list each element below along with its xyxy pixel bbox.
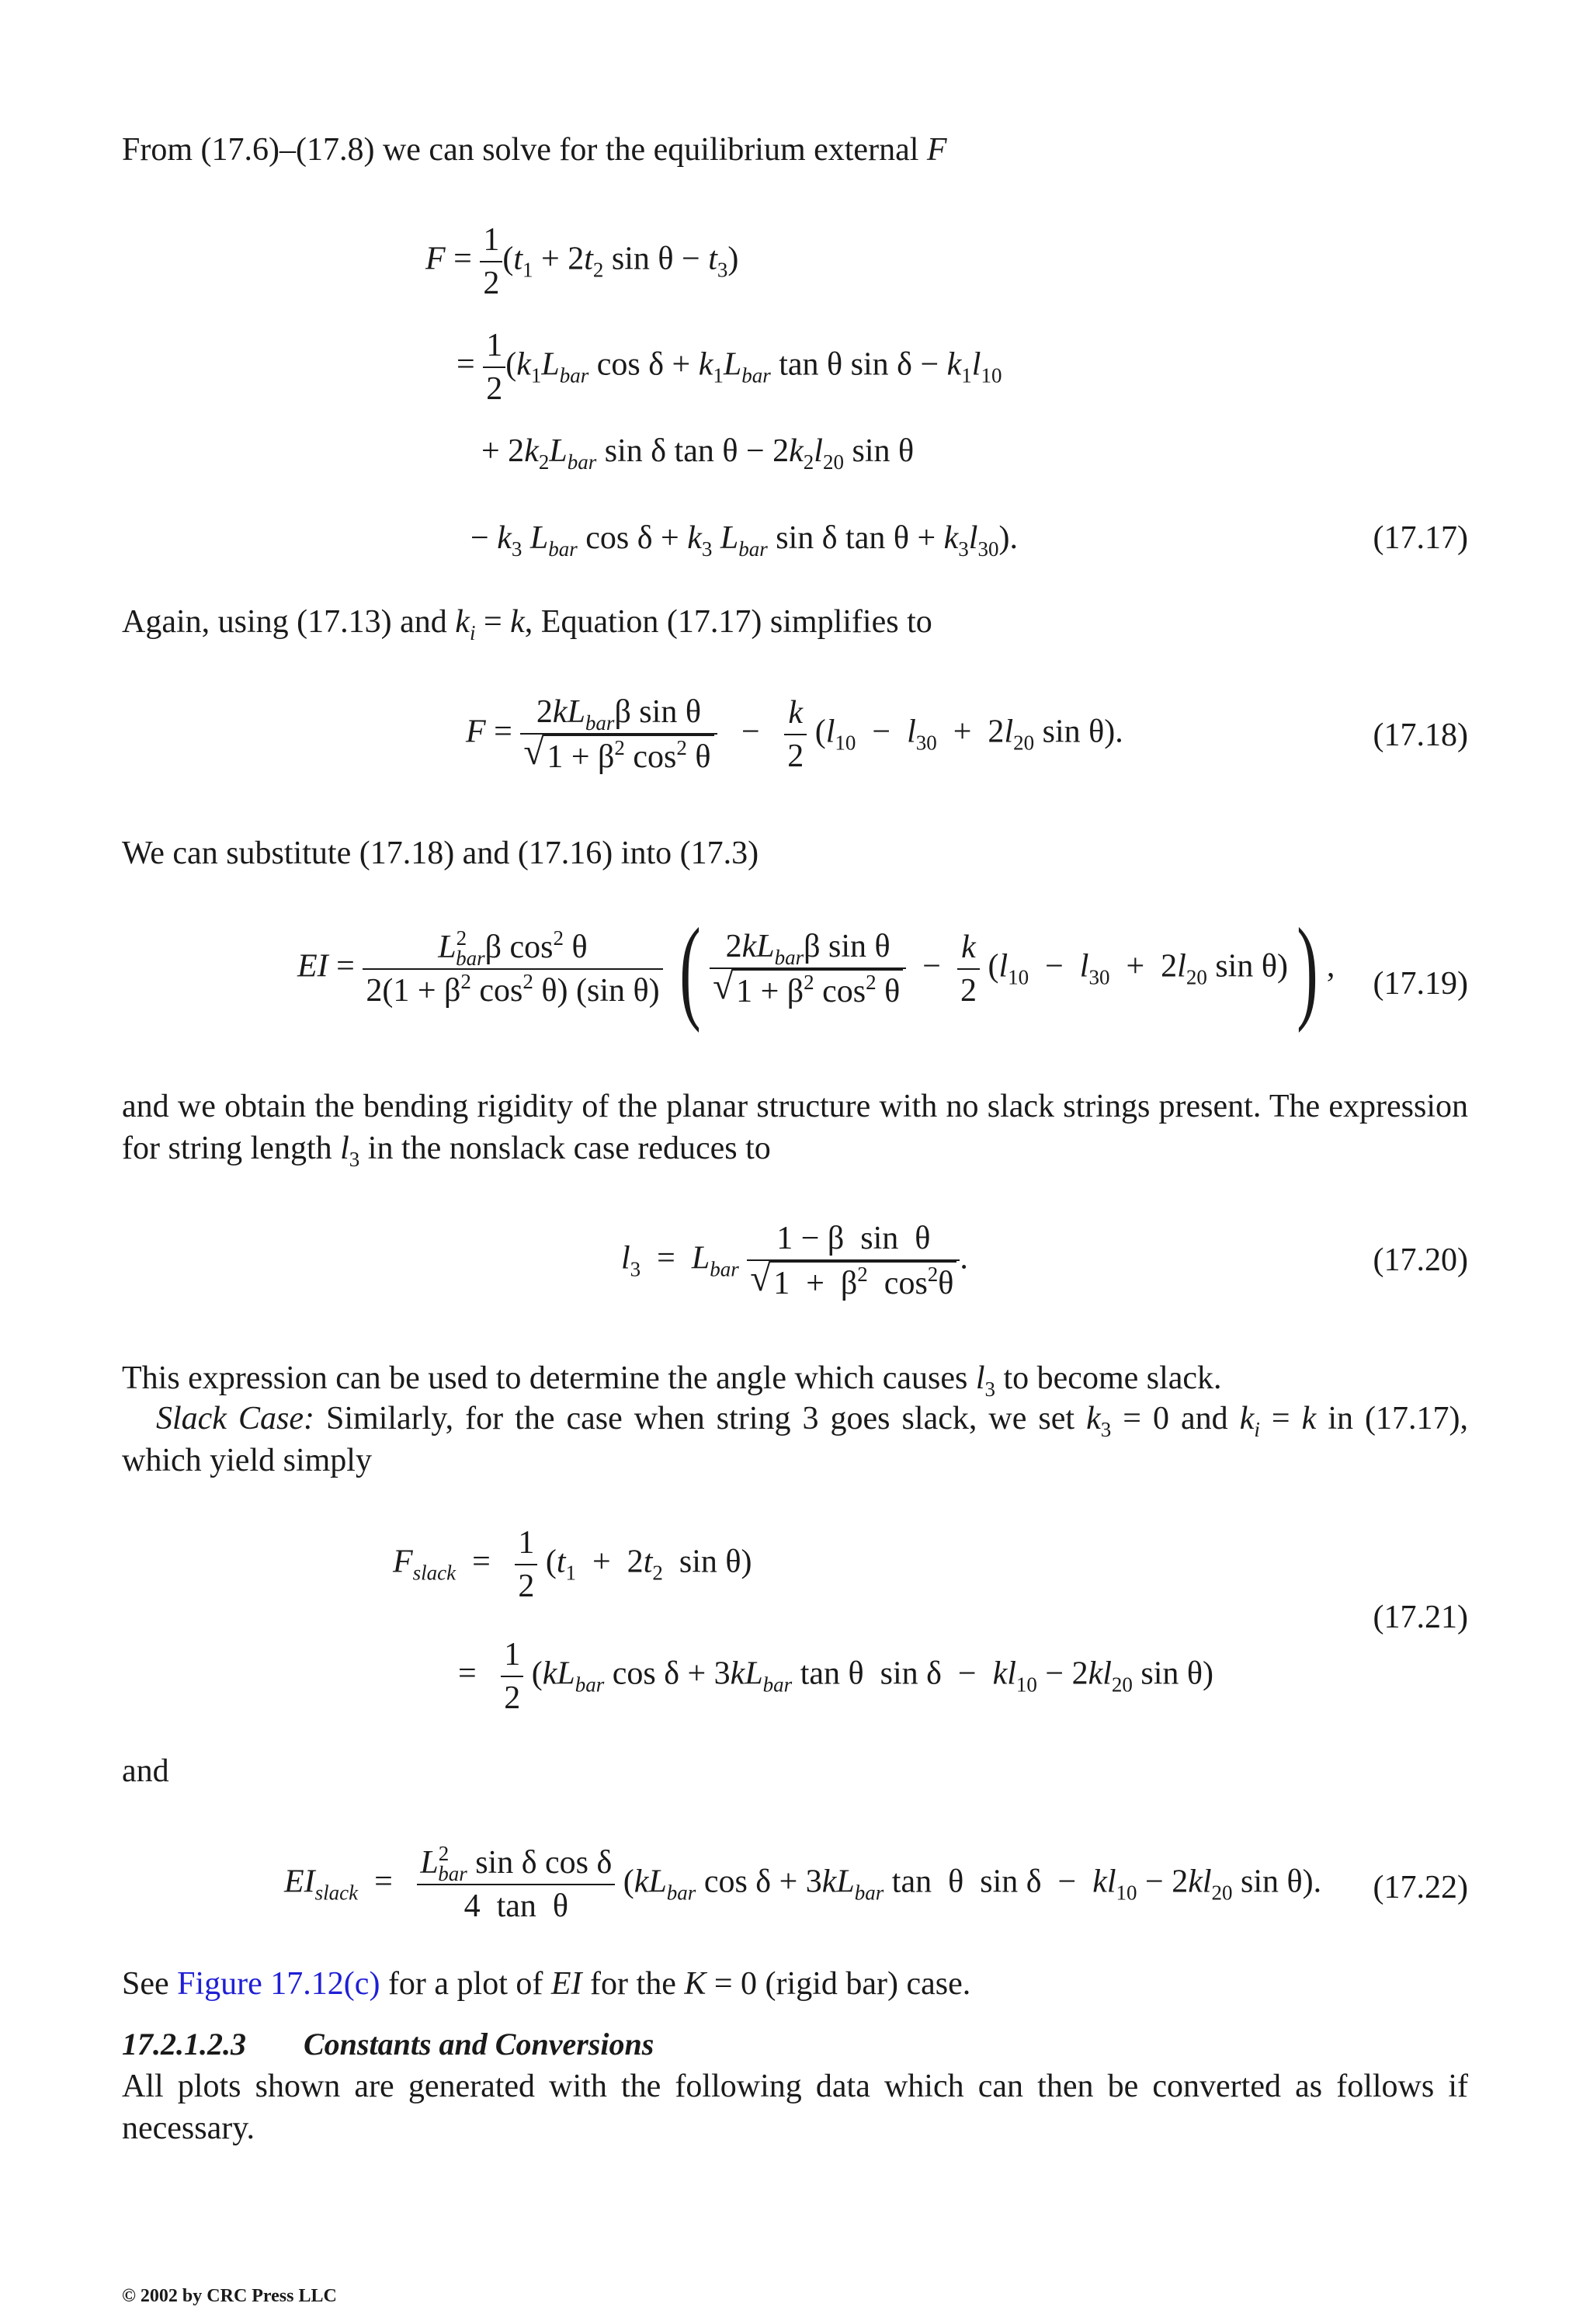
- see-figure-paragraph: See Figure 17.12(c) for a plot of EI for the K = 0 (rigid bar) case.: [122, 1966, 971, 2002]
- again-text: Again, using (17.13) and: [122, 604, 447, 640]
- intro-text: From (17.6)–(17.8) we can solve for the equilibrium external: [122, 132, 919, 168]
- substitute-paragraph: We can substitute (17.18) and (17.16) into (17.3): [122, 835, 759, 871]
- see-text-2: for a plot of: [387, 1966, 543, 2002]
- equation-17-22: $EI_{slack}$ = $\frac{L^2_{bar} \sin \delta \cos \delta}{\text{4 tan θ}}$ ($kL_{bar}$ $\cos \delta + 3kL_{bar}$ tan θ $\sin \delta - kl_{10} - 2kl_{20}$ sin θ).: [284, 1842, 1321, 1927]
- equation-number-17-18: (17.18): [1373, 717, 1468, 753]
- section-heading: [122, 2024, 654, 2065]
- slack-text-1: Similarly, for the case when string 3 goes slack, we set: [326, 1401, 1075, 1436]
- equation-17-17-line-3: + $2k_2L_{bar}$ sin δ $\tan \theta - 2k_2l_{20}$ sin θ: [481, 433, 915, 474]
- intro-paragraph: [122, 129, 1468, 171]
- intro-variable: F: [926, 132, 947, 168]
- see-text-1: See: [122, 1966, 169, 2002]
- bending-text-2: in the nonslack case reduces to: [367, 1131, 771, 1166]
- equation-17-21-line-2: = $\frac{1}{2}$ ($kL_{bar}$ $\cos \delta + 3kL_{bar}$ tan θ $\sin \delta - kl_{10} - 2kl_{20}$ sin θ): [458, 1634, 1213, 1719]
- equation-17-17-line-4: − $k_3$ $L_{bar}$ $\cos \delta + k_3$ $L_{bar}$ sin δ $\tan \theta + k_3l_{30}$).: [470, 520, 1018, 561]
- bending-text-1: and we obtain the bending rigidity of the planar structure with no slack strings present. The expression for string length: [122, 1089, 1468, 1166]
- section-title: Constants and Conversions: [304, 2027, 654, 2062]
- equation-17-21-line-1: $F_{slack}$ = $\frac{1}{2}$ ($t_1 + 2t_2$ sin θ): [393, 1522, 752, 1607]
- equation-17-17-line-1: F = $\frac{1}{2}$ ($t_1 + 2t_2$ $\sin \theta - t_3$): [425, 219, 738, 304]
- bending-paragraph: and we obtain the bending rigidity of the planar structure with no slack strings present. The expression for string length $l_3$ in the nonslack case reduces to: [122, 1089, 1468, 1171]
- slack-text-2: and: [1181, 1401, 1228, 1436]
- equation-number-17-22: (17.22): [1373, 1870, 1468, 1905]
- equation-17-17-line-2: = $\frac{1}{2}$ ($k_1L_{bar}$ $\cos \delta + k_1L_{bar}$ tan θ $\sin \delta - k_1l_{10}$: [457, 325, 1002, 410]
- equation-number-17-19: (17.19): [1373, 966, 1468, 1002]
- slack-text-3: in (17.17), which yield simply: [122, 1401, 1468, 1478]
- slack-paragraph: Slack Case: Similarly, for the case when string 3 goes slack, we set $k_3 = 0$ and $k_i = k$ in (17.17), which yield simply: [122, 1401, 1468, 1478]
- equation-17-19: EI = $\frac{L^2_{bar}\beta \cos^2 \theta}{2(1 + \beta^2 \cos^2 \theta) (\sin \theta)}$ ( $2kL_{bar}\beta$ sin θ √ $1 + \beta^2$ $\cos^2 \theta$ − $\frac{k}{2}$ ($l_{10} - l_{30} + 2l_{20}$ sin θ)) ,: [297, 922, 1335, 1016]
- equation-number-17-17: (17.17): [1373, 520, 1468, 556]
- see-text-4: (rigid bar) case.: [765, 1966, 971, 2002]
- equation-17-18: F = $2kL_{bar}\beta$ sin θ √ $1 + \beta^2$ $\cos^2 \theta$ − $\frac{k}{2}$ ($l_{10} - l_{30} + 2l_{20}$ sin θ).: [466, 691, 1123, 778]
- expression-paragraph: This expression can be used to determine the angle which causes $l_3$ to become slack.: [122, 1360, 1222, 1401]
- again-paragraph: Again, using (17.13) and $k_i = k$, Equation (17.17) simplifies to: [122, 604, 932, 644]
- equation-17-20: $l_3 = L_{bar}$ 1 − β sin θ √ $1 + \beta^2$ $\cos^2\theta$ .: [621, 1218, 968, 1304]
- again-text-end: , Equation (17.17) simplifies to: [524, 604, 932, 640]
- copyright-footer: © 2002 by CRC Press LLC: [122, 2286, 337, 2306]
- section-number: 17.2.1.2.3: [122, 2027, 246, 2062]
- constants-paragraph: All plots shown are generated with the following data which can then be converted as follows if necessary.: [122, 2069, 1468, 2146]
- see-text-3: for the: [590, 1966, 676, 2002]
- figure-link[interactable]: Figure 17.12(c): [177, 1966, 380, 2002]
- equation-number-17-21: (17.21): [1373, 1600, 1468, 1635]
- equation-number-17-20: (17.20): [1373, 1242, 1468, 1278]
- and-text: and: [122, 1753, 169, 1789]
- slack-label: Slack Case:: [156, 1401, 314, 1436]
- expression-text-1: This expression can be used to determine the angle which causes: [122, 1360, 968, 1396]
- expression-text-2: to become slack.: [1003, 1360, 1222, 1396]
